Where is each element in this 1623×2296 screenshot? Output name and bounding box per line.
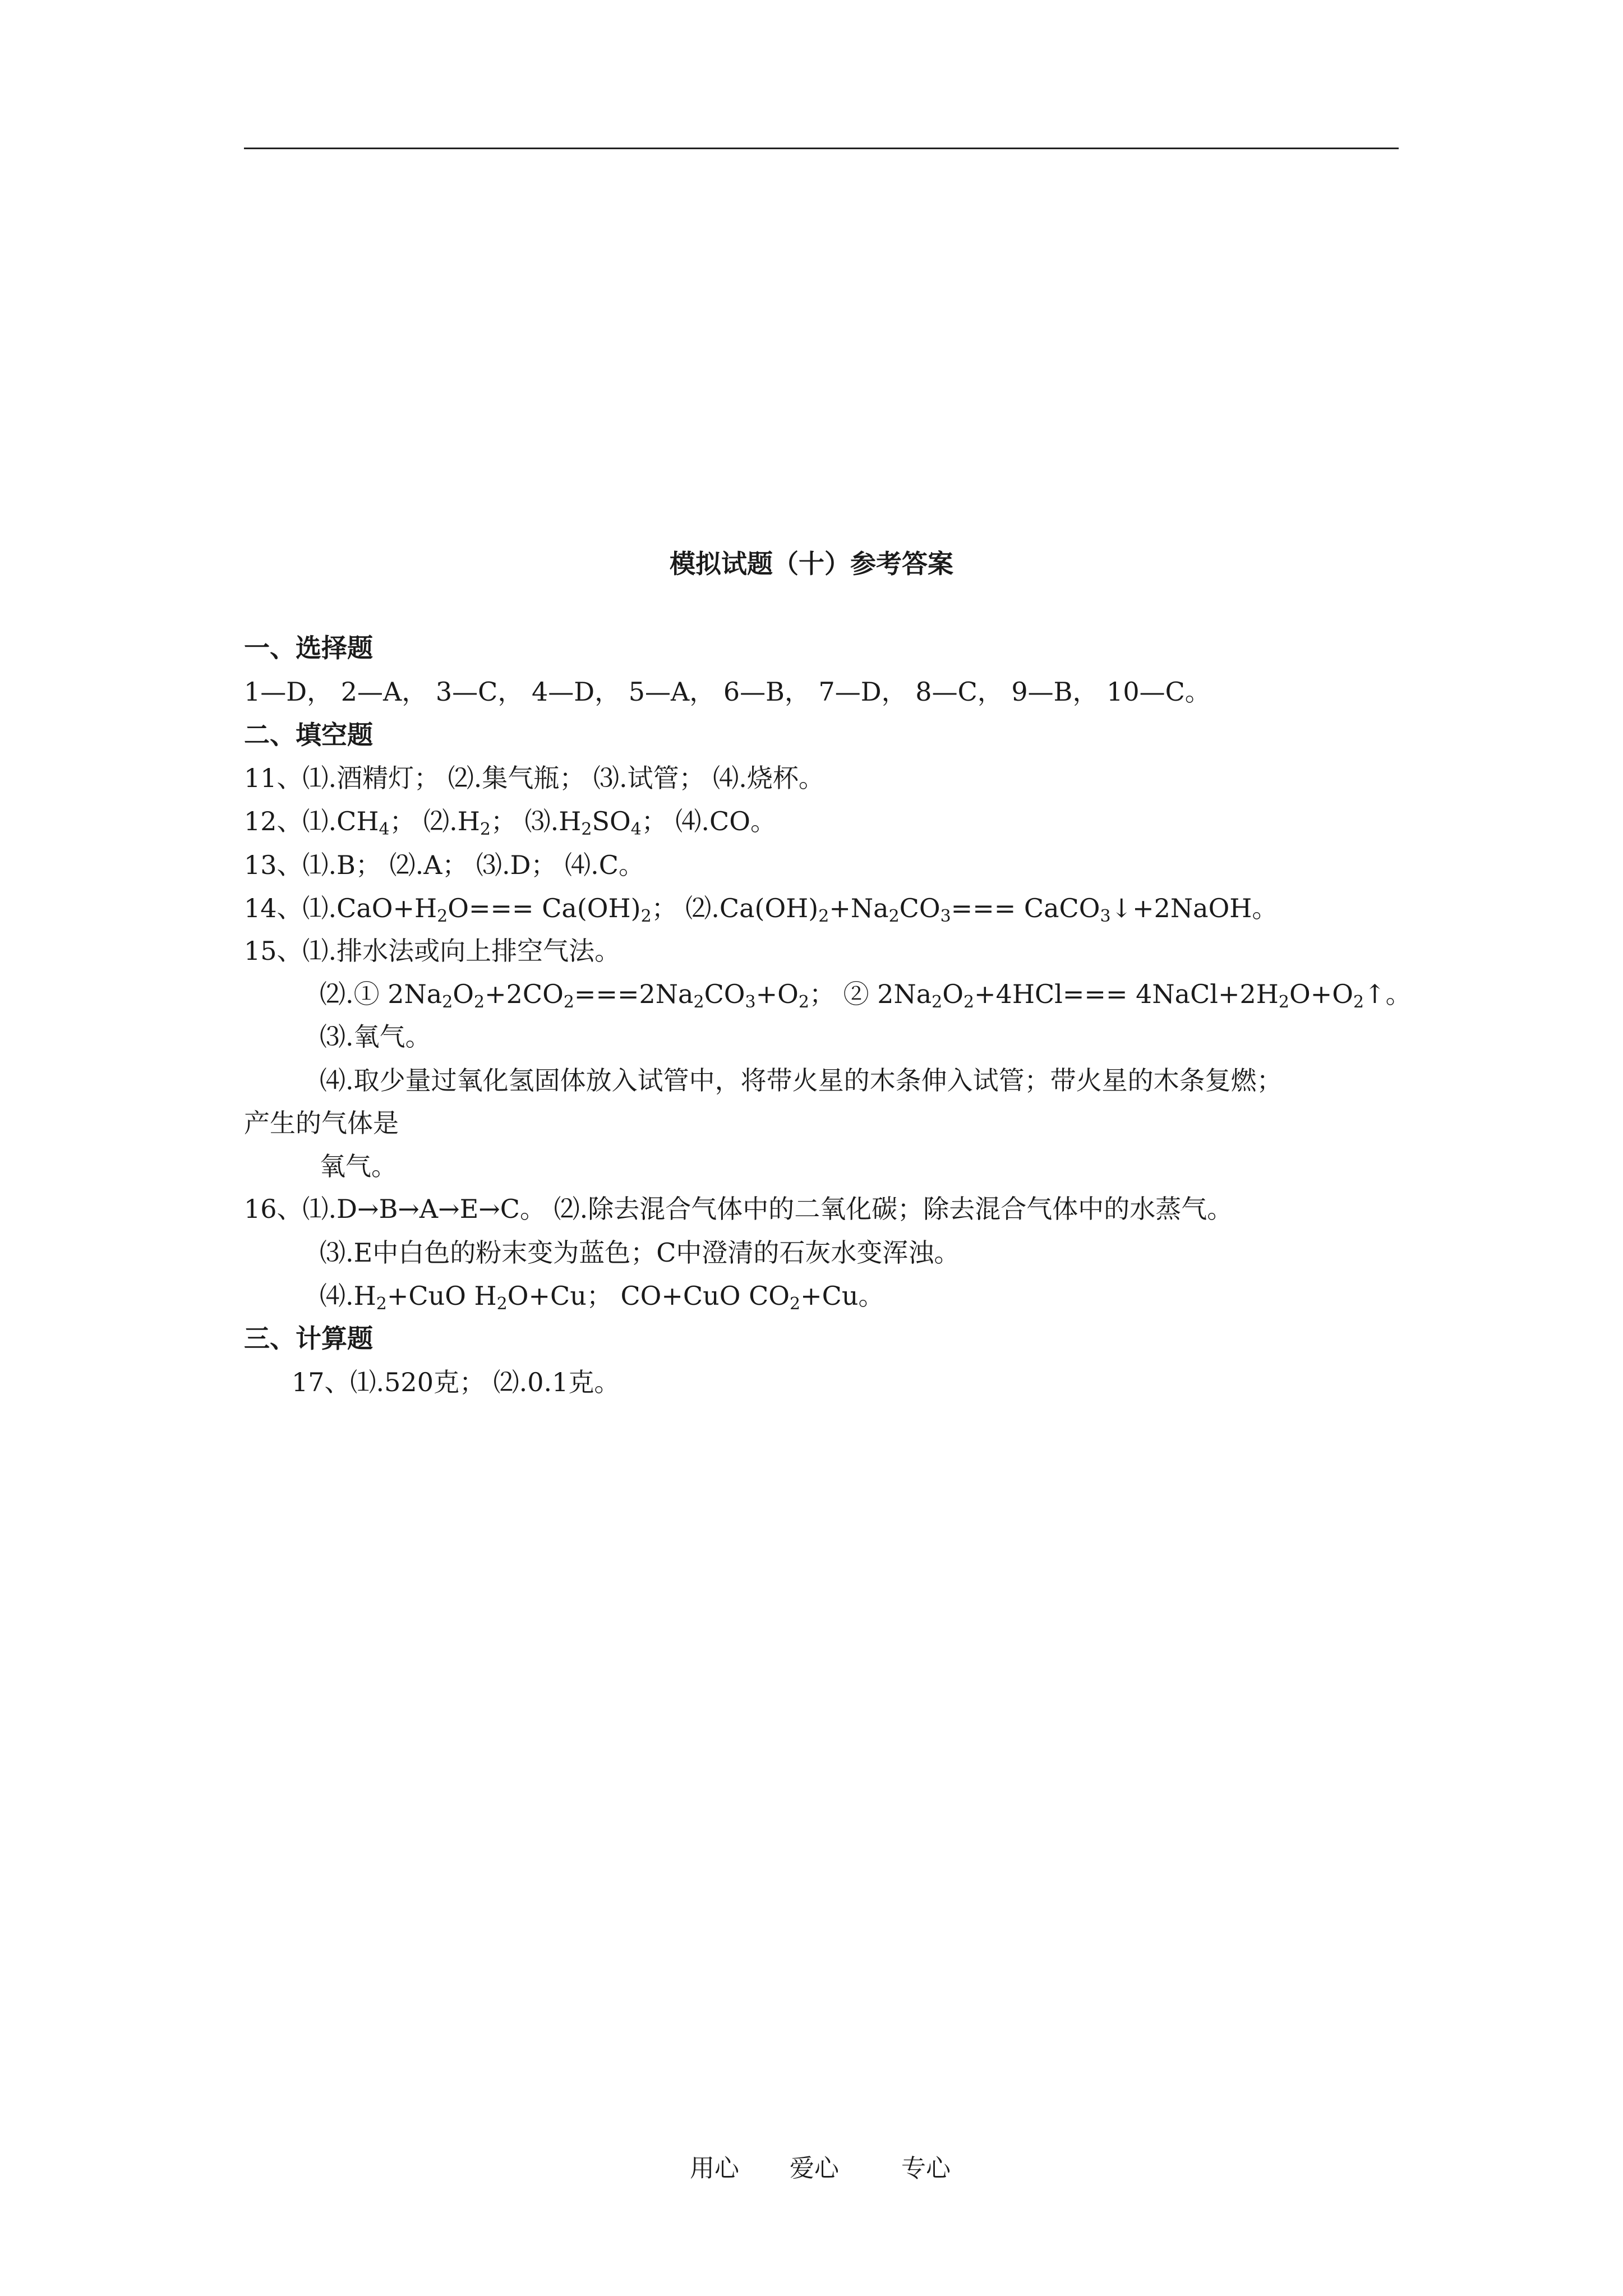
- answer-16-1: 16、⑴.D→B→A→E→C。 ⑵.除去混合气体中的二氧化碳；除去混合气体中的水蒸气。: [244, 1194, 1233, 1224]
- answer-16-3: ⑶.E中白色的粉末变为蓝色；C中澄清的石灰水变浑浊。: [320, 1237, 960, 1268]
- answer-15-4-end: 氧气。: [320, 1151, 397, 1181]
- answer-15-3: ⑶.氧气。: [320, 1022, 431, 1052]
- section-heading-choice: 一、选择题: [244, 633, 373, 663]
- section-heading-calc: 三、计算题: [244, 1323, 373, 1354]
- header-rule: [244, 148, 1399, 149]
- section-heading-fill: 二、填空题: [244, 720, 373, 750]
- answer-15-2: ⑵.① $2Na_2O_2+2CO_2===2Na_2CO_3+O_2$； ② $2Na_2O_2+4HCl===$ $4NaCl+2H_2O+O_2↑$。: [320, 979, 1412, 1012]
- answer-11: 11、⑴.酒精灯； ⑵.集气瓶； ⑶.试管； ⑷.烧杯。: [244, 763, 824, 793]
- footer-item-1: 用心: [690, 2154, 739, 2183]
- footer-item-3: 专心: [901, 2154, 951, 2183]
- answer-12: 12、$⑴.CH_4$； $⑵.H_2$； $⑶.H_2SO_4$； ⑷.CO。: [244, 806, 776, 839]
- choice-answers: 1—D， 2—A， 3—C， 4—D， 5—A， 6—B， 7—D， 8—C， 9—B， 10—C。: [244, 677, 1211, 707]
- answer-14: 14、$⑴.CaO+H_2O=== Ca(OH)_2$； $⑵.Ca(OH)_2+Na_2CO_3===$ CaCO$_3$↓+2NaOH。: [244, 893, 1278, 926]
- answer-17: 17、⑴.520克； ⑵.0.1克。: [292, 1367, 620, 1397]
- document-title: 模拟试题（十）参考答案: [670, 549, 953, 579]
- answer-16-4: $⑷.H_2+CuO$ $H_2O+Cu$； CO+CuO $CO_2+Cu$。: [320, 1281, 884, 1314]
- footer-item-2: 爱心: [790, 2154, 839, 2183]
- answer-13: 13、⑴.B； ⑵.A； ⑶.D； ⑷.C。: [244, 850, 644, 880]
- answer-15-4: ⑷.取少量过氧化氢固体放入试管中，将带火星的木条伸入试管；带火星的木条复燃；: [320, 1065, 1283, 1096]
- answer-15-4-cont: 产生的气体是: [244, 1108, 399, 1138]
- answer-15-1: 15、⑴.排水法或向上排空气法。: [244, 936, 621, 966]
